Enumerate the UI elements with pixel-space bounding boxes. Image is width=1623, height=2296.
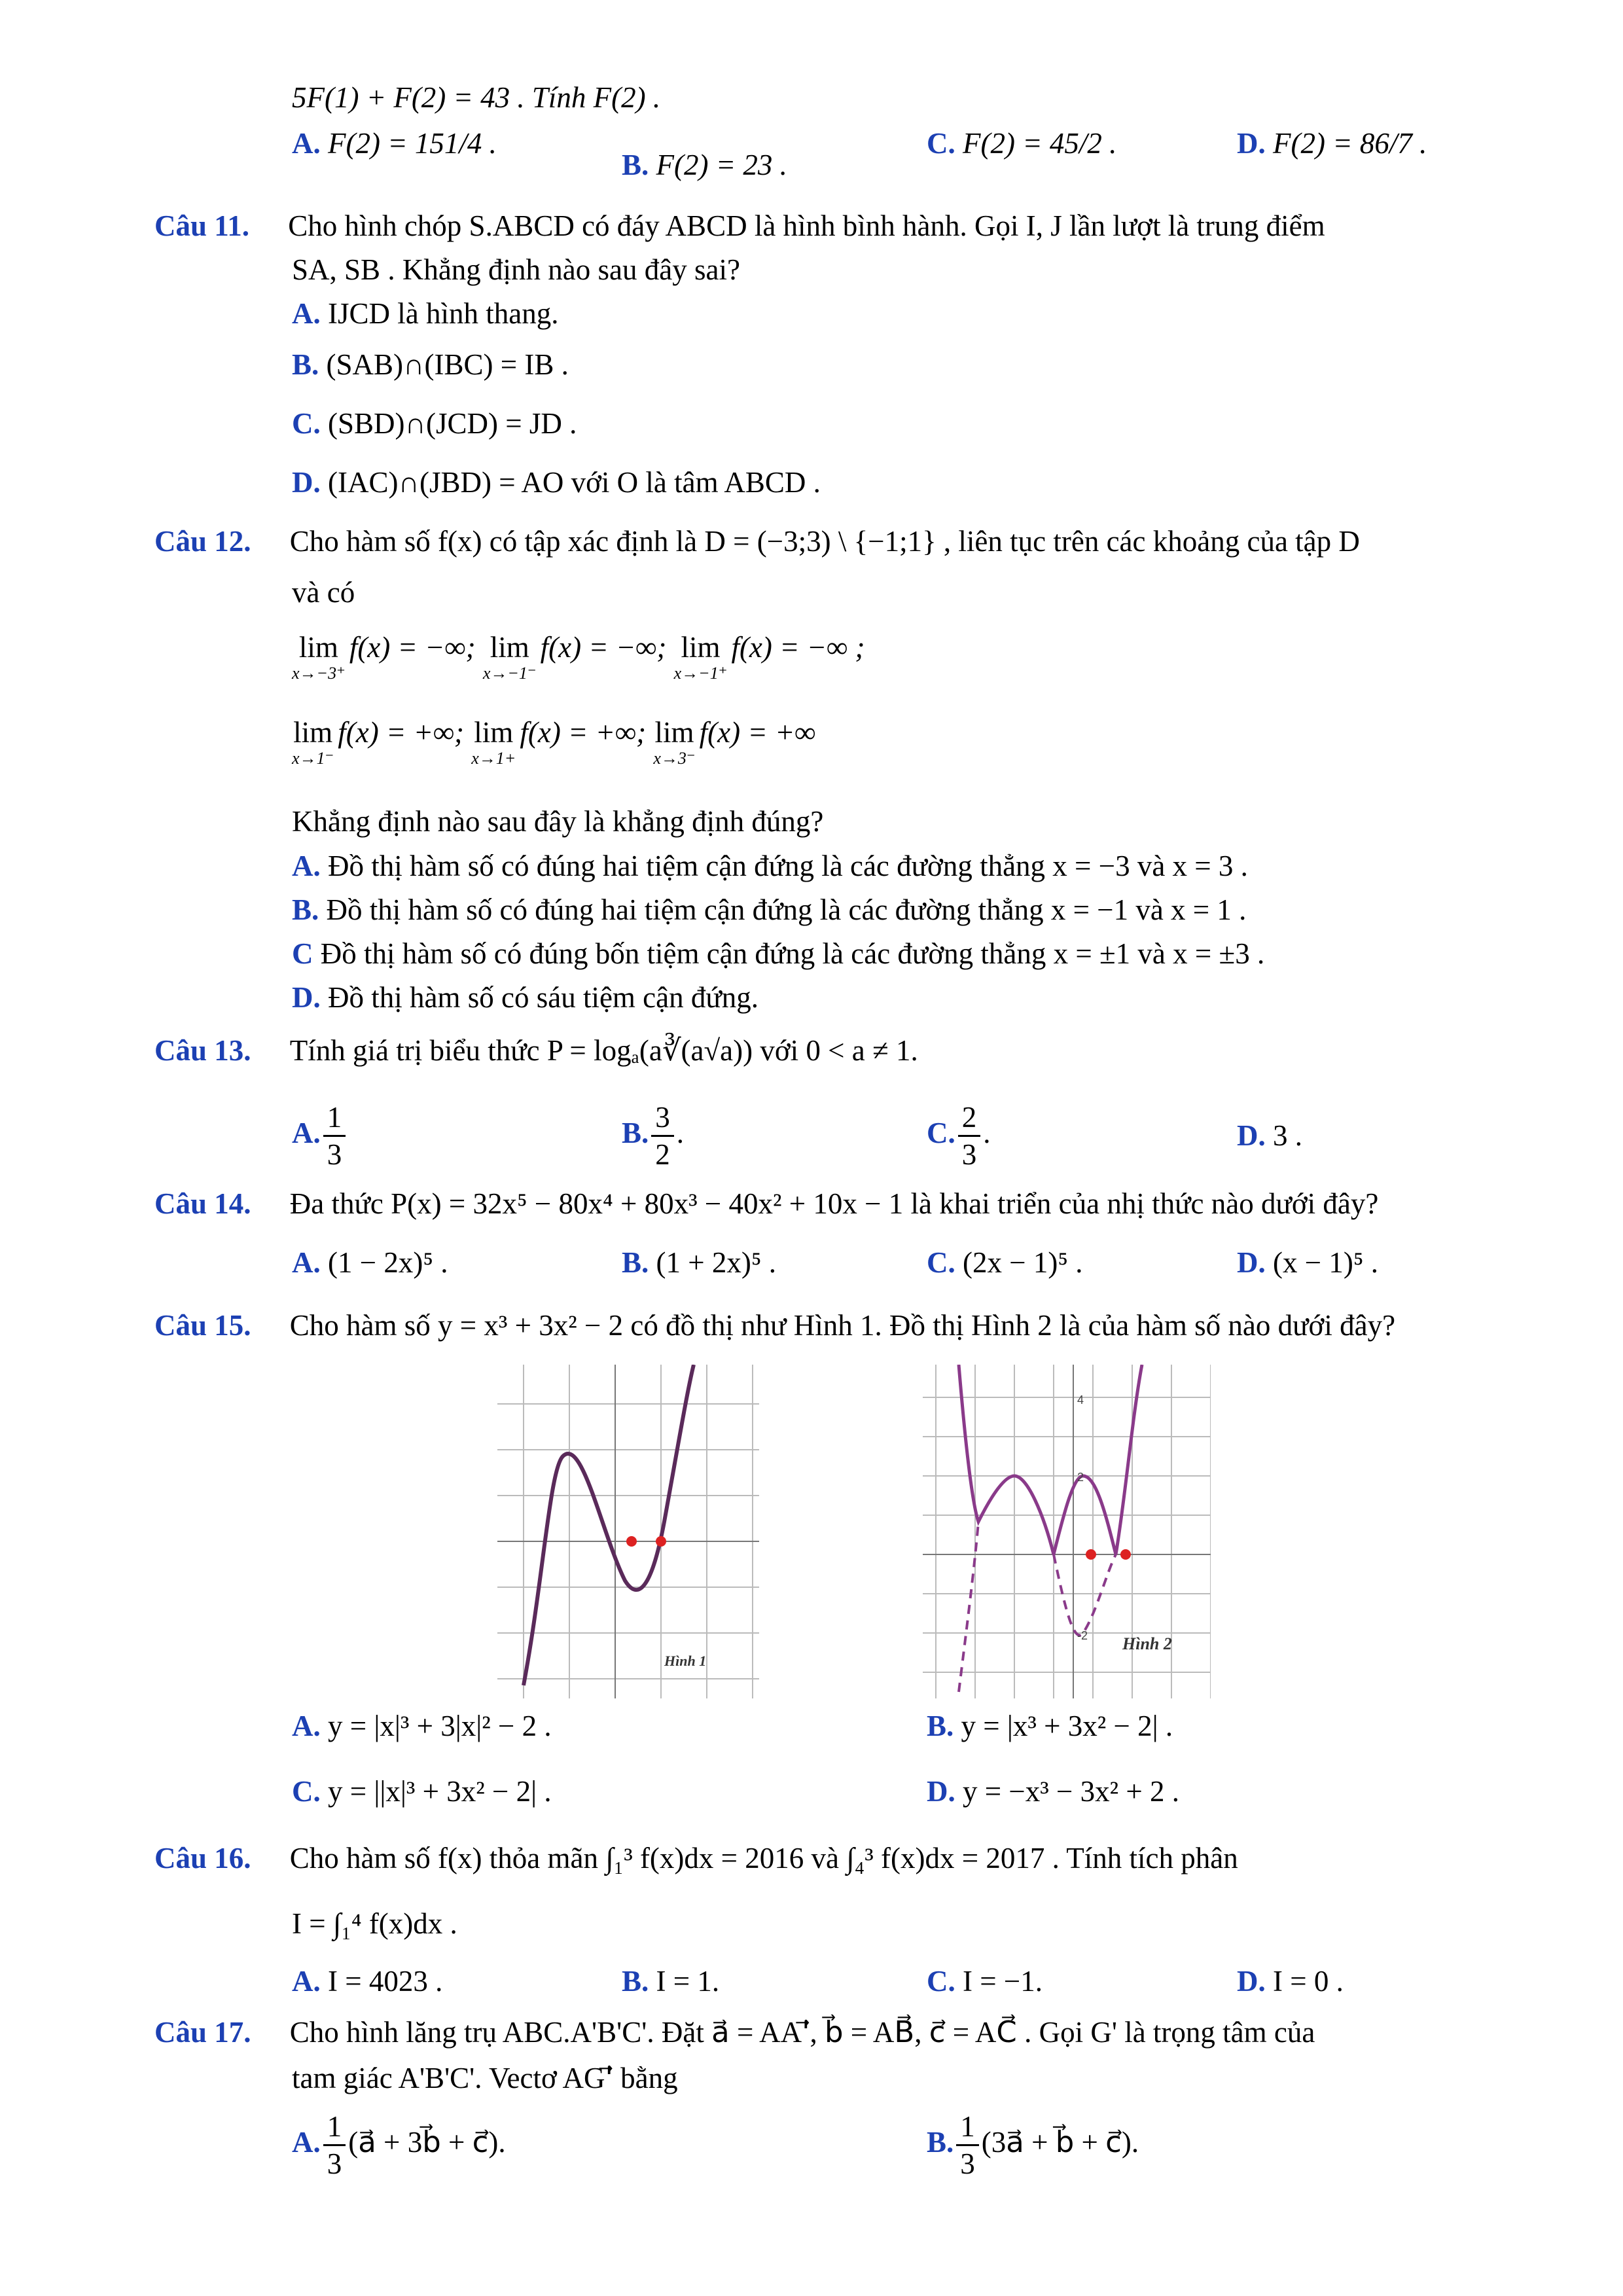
q12-option-d[interactable]: D. Đồ thị hàm số có sáu tiệm cận đứng.: [292, 981, 759, 1014]
top-option-b[interactable]: B. F(2) = 23 .: [622, 149, 787, 181]
q12-option-b[interactable]: B. Đồ thị hàm số có đúng hai tiệm cận đứng là các đường thẳng x = −1 và x = 1 .: [292, 893, 1247, 926]
limit: lim x→−1⁻: [482, 631, 537, 683]
tick-label: -2: [1077, 1629, 1088, 1642]
q16-stem-line1: Câu 16. Cho hàm số f(x) thỏa mãn ∫₁³ f(x)dx = 2016 và ∫₄³ f(x)dx = 2017 . Tính tích phân: [154, 1842, 1238, 1874]
q17-stem-line2: tam giác A'B'C'. Vectơ AG'⃗ bằng: [292, 2062, 678, 2094]
cubic-curve: [524, 1365, 694, 1685]
q16-option-a[interactable]: A. I = 4023 .: [292, 1965, 443, 1998]
q15-stem: Câu 15. Cho hàm số y = x³ + 3x² − 2 có đồ thị như Hình 1. Đồ thị Hình 2 là của hàm số nào dưới đây?: [154, 1309, 1396, 1342]
q13-option-d[interactable]: D. 3 .: [1237, 1119, 1302, 1152]
q11-option-c[interactable]: C. (SBD)∩(JCD) = JD .: [292, 407, 577, 440]
root-point: [1120, 1549, 1131, 1560]
q11-stem-line2: SA, SB . Khẳng định nào sau đây sai?: [292, 253, 740, 286]
q17-stem-line1: Câu 17. Cho hình lăng trụ ABC.A'B'C'. Đặt a⃗ = AA'⃗, b⃗ = AB⃗, c⃗ = AC⃗ . Gọi G' là trọng tâm của: [154, 2016, 1315, 2049]
root-point: [626, 1536, 637, 1547]
q17-option-b[interactable]: B. $\frac{1}{3}$ (3a⃗ + b⃗ + c⃗).: [927, 2110, 1139, 2180]
q13-option-b[interactable]: B. $\frac{3}{2}$ .: [622, 1101, 685, 1171]
figure-hinh-1: [497, 1365, 759, 1698]
figure-hinh-2: [923, 1365, 1211, 1698]
q12-prompt: Khẳng định nào sau đây là khẳng định đúng?: [292, 805, 824, 838]
limit: lim x→3⁻: [653, 716, 696, 768]
q11-option-d[interactable]: D. (IAC)∩(JBD) = AO với O là tâm ABCD .: [292, 466, 821, 499]
q14-option-a[interactable]: A. (1 − 2x)⁵ .: [292, 1246, 448, 1279]
root-point: [656, 1536, 666, 1547]
q12-option-c[interactable]: C Đồ thị hàm số có đúng bốn tiệm cận đứng là các đường thẳng x = ±1 và x = ±3 .: [292, 937, 1265, 970]
q15-option-a[interactable]: A. y = |x|³ + 3|x|² − 2 .: [292, 1710, 552, 1742]
limit: lim x→1+: [471, 716, 516, 768]
q15-option-d[interactable]: D. y = −x³ − 3x² + 2 .: [927, 1775, 1179, 1808]
q12-stem-line2: và có: [292, 576, 355, 609]
q12-limits-row2: lim x→1⁻ f(x) = +∞; lim x→1+ f(x) = +∞; lim x→3⁻ f(x) = +∞: [292, 716, 816, 768]
q13-option-c[interactable]: C. $\frac{2}{3}$ .: [927, 1101, 991, 1171]
abs-curve: [959, 1365, 1142, 1554]
q11-option-b[interactable]: B. (SAB)∩(IBC) = IB .: [292, 348, 569, 381]
top-option-c[interactable]: C. F(2) = 45/2 .: [927, 127, 1117, 160]
q12-option-a[interactable]: A. Đồ thị hàm số có đúng hai tiệm cận đứng là các đường thẳng x = −3 và x = 3 .: [292, 850, 1248, 882]
q16-option-c[interactable]: C. I = −1.: [927, 1965, 1043, 1998]
top-condition: 5F(1) + F(2) = 43 . Tính F(2) .: [292, 81, 661, 114]
top-option-a[interactable]: A. F(2) = 151/4 .: [292, 127, 497, 160]
question-label: Câu 11.: [154, 209, 250, 242]
limit: lim x→1⁻: [292, 716, 334, 768]
q14-option-d[interactable]: D. (x − 1)⁵ .: [1237, 1246, 1379, 1279]
q11-stem-line1: Câu 11. Cho hình chóp S.ABCD có đáy ABCD là hình bình hành. Gọi I, J lần lượt là trung điểm: [154, 209, 1325, 242]
q13-option-a[interactable]: A. $\frac{1}{3}$: [292, 1100, 348, 1172]
q16-option-b[interactable]: B. I = 1.: [622, 1965, 720, 1998]
q14-stem: Câu 14. Đa thức P(x) = 32x⁵ − 80x⁴ + 80x³ − 40x² + 10x − 1 là khai triển của nhị thức nào dưới đây?: [154, 1187, 1379, 1220]
figure-label: Hình 2: [1122, 1634, 1172, 1653]
limit: lim x→−1⁺: [673, 631, 728, 683]
top-option-d[interactable]: D. F(2) = 86/7 .: [1237, 127, 1427, 160]
tick-label: 2: [1077, 1471, 1084, 1484]
q14-option-c[interactable]: C. (2x − 1)⁵ .: [927, 1246, 1083, 1279]
q15-option-b[interactable]: B. y = |x³ + 3x² − 2| .: [927, 1710, 1173, 1742]
q12-limits-row1: lim x→−3⁺ f(x) = −∞; lim x→−1⁻ f(x) = −∞; lim x→−1⁺ f(x) = −∞ ;: [292, 631, 865, 683]
limit: lim x→−3⁺: [292, 631, 346, 683]
q16-option-d[interactable]: D. I = 0 .: [1237, 1965, 1344, 1998]
figure-label: Hình 1: [664, 1653, 707, 1669]
q13-stem: Câu 13. Tính giá trị biểu thức P = logₐ(a∛(a√a)) với 0 < a ≠ 1.: [154, 1034, 918, 1067]
root-point: [1086, 1549, 1096, 1560]
q14-option-b[interactable]: B. (1 + 2x)⁵ .: [622, 1246, 777, 1279]
tick-label: 4: [1077, 1393, 1084, 1407]
grid: [497, 1365, 759, 1698]
q15-option-c[interactable]: C. y = ||x|³ + 3x² − 2| .: [292, 1775, 552, 1808]
q16-stem-line2: I = ∫₁⁴ f(x)dx .: [292, 1907, 457, 1940]
q11-option-a[interactable]: A. IJCD là hình thang.: [292, 297, 559, 330]
q12-stem-line1: Câu 12. Cho hàm số f(x) có tập xác định là D = (−3;3) \ {−1;1} , liên tục trên các khoảng của tập D: [154, 525, 1360, 558]
q17-option-a[interactable]: A. $\frac{1}{3}$ (a⃗ + 3b⃗ + c⃗).: [292, 2110, 506, 2180]
